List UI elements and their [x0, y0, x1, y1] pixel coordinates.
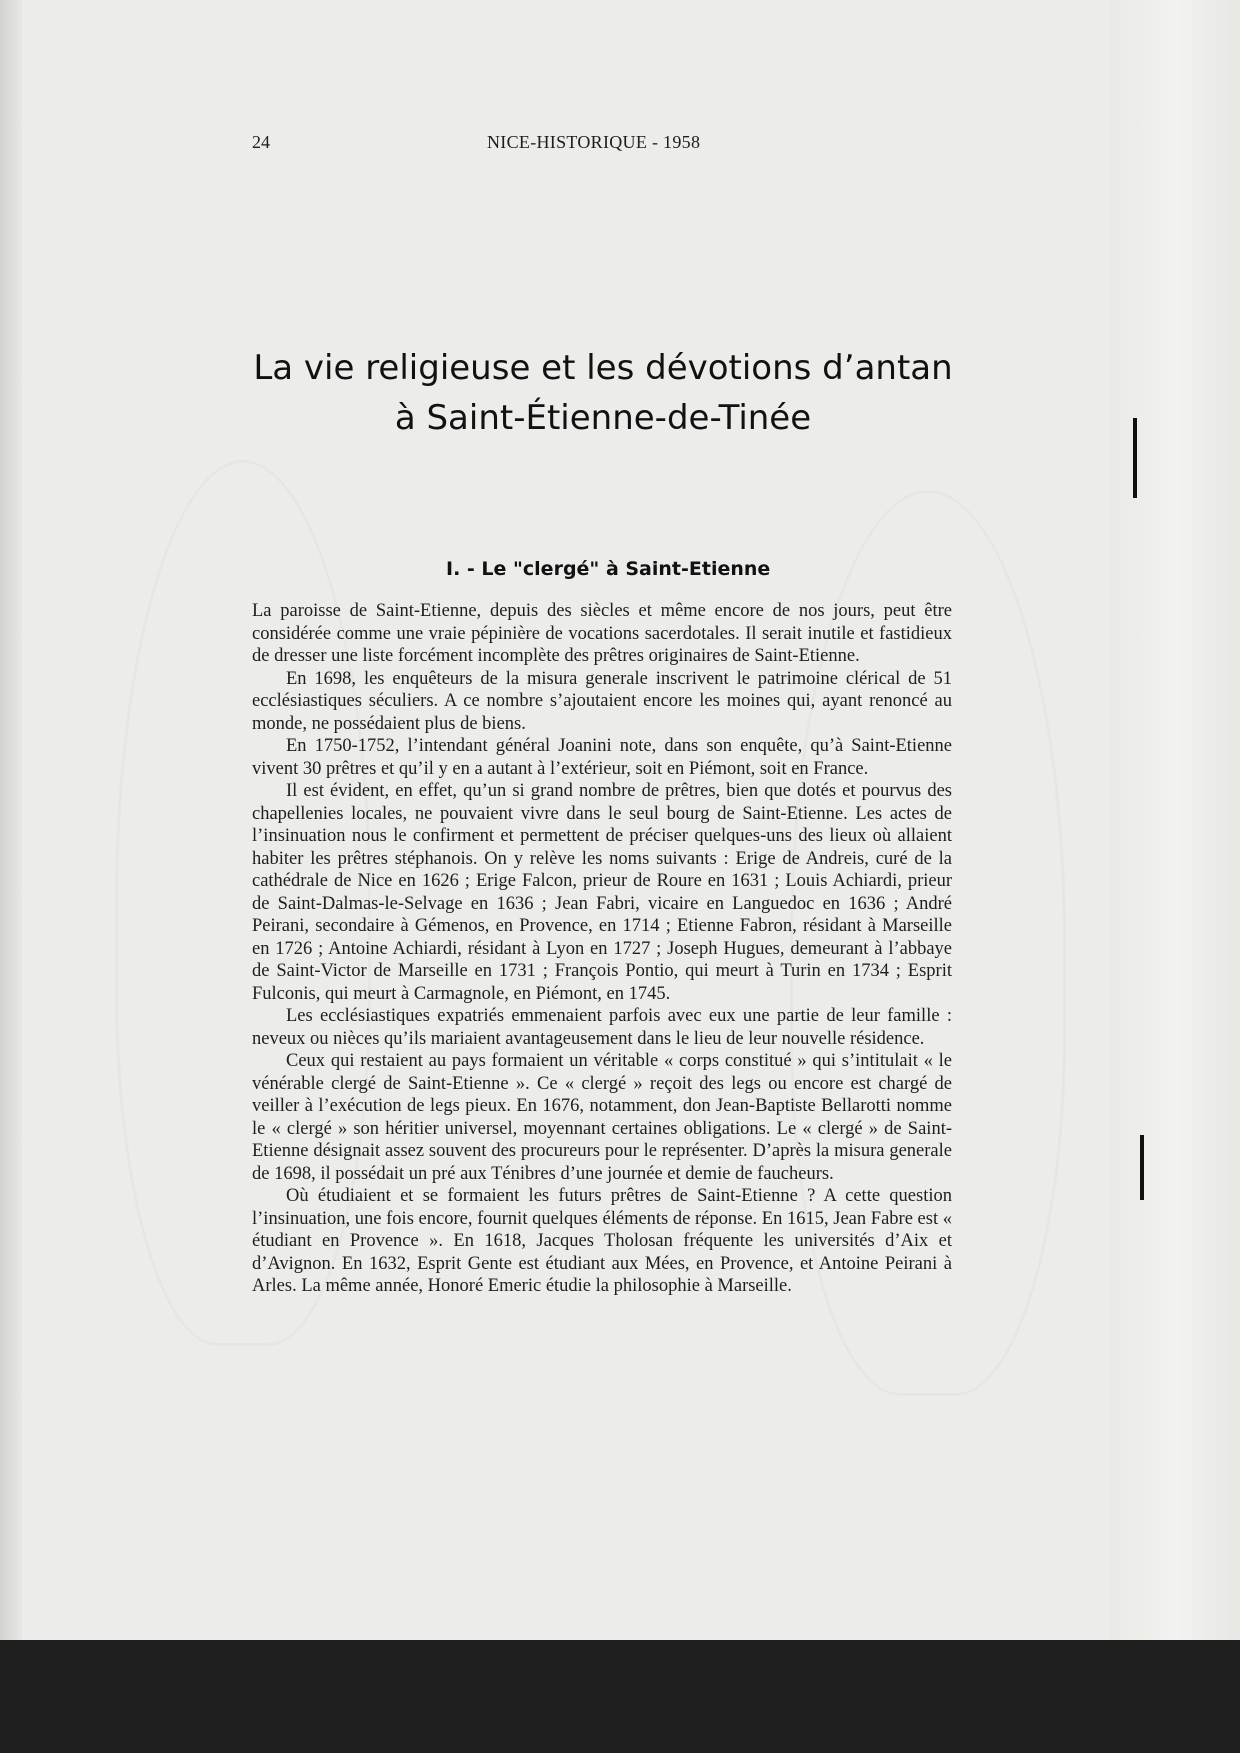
paragraph: La paroisse de Saint-Etienne, depuis des siècles et même encore de nos jours, peut être considérée comme une vraie pépinière de vocations sacerdotales. Il serait inutile et fastidieux de dresser une liste forcément incomplète des prêtres originaires de Saint-Etienne.	[252, 601, 952, 666]
article-body	[252, 600, 952, 1298]
paragraph: Où étudiaient et se formaient les futurs prêtres de Saint-Etienne ? A cette question l’insinuation, une fois encore, fournit quelques éléments de réponse. En 1615, Jean Fabre est « étudiant en Provence ». En 1618, Jacques Tholosan fréquente les universités d’Aix et d’Avignon. En 1632, Esprit Gente est étudiant aux Mées, en Provence, et Antoine Peirani à Arles. La même année, Honoré Emeric étudie la philosophie à Marseille.	[252, 1186, 952, 1296]
paragraph: En 1698, les enquêteurs de la misura generale inscrivent le patrimoine clérical de 51 ecclésiastiques séculiers. A ce nombre s’ajoutaient encore les moines qui, ayant renoncé au monde, ne possédaient plus de biens.	[252, 668, 952, 734]
section-heading: I. - Le "clergé" à Saint-Etienne	[446, 558, 771, 580]
page-mark	[1140, 1135, 1144, 1200]
paragraph: Les ecclésiastiques expatriés emmenaient parfois avec eux une partie de leur famille : neveux ou nièces qu’ils mariaient avantageusement dans le lieu de leur nouvelle résidence.	[252, 1006, 952, 1049]
article-title-line-1: La vie religieuse et les dévotions d’antan	[253, 348, 953, 388]
paragraph: Il est évident, en effet, qu’un si grand nombre de prêtres, bien que dotés et pourvus des chapellenies locales, ne pouvaient vivre dans le seul bourg de Saint-Etienne. Les actes de l’insinuation nous le confirment et permettent de préciser quelques-uns des lieux où allaient habiter les prêtres stéphanois. On y relève les noms suivants : Erige de Andreis, curé de la cathédrale de Nice en 1626 ; Erige Falcon, prieur de Roure en 1631 ; Louis Achiardi, prieur de Saint-Dalmas-le-Selvage en 1636 ; Jean Fabri, vicaire en Languedoc en 1636 ; André Peirani, secondaire à Gémenos, en Provence, en 1714 ; Etienne Fabron, résidant à Marseille en 1726 ; Antoine Achiardi, résidant à Lyon en 1727 ; Joseph Hugues, demeurant à l’abbaye de Saint-Victor de Marseille en 1731 ; François Pontio, qui meurt à Turin en 1734 ; Esprit Fulconis, qui meurt à Carmagnole, en Piémont, en 1745.	[252, 781, 952, 1004]
page-mark	[1133, 418, 1137, 498]
scan-background	[0, 1640, 1240, 1753]
running-head: NICE-HISTORIQUE - 1958	[487, 132, 701, 152]
paragraph: En 1750-1752, l’intendant général Joanini note, dans son enquête, qu’à Saint-Etienne vivent 30 prêtres et qu’il y en a autant à l’extérieur, soit en Piémont, soit en France.	[252, 736, 952, 779]
page-number: 24	[252, 132, 270, 152]
paragraph: Ceux qui restaient au pays formaient un véritable « corps constitué » qui s’intitulait « le vénérable clergé de Saint-Etienne ». Ce « clergé » reçoit des legs ou encore est chargé de veiller à l’exécution de legs pieux. En 1676, notamment, don Jean-Baptiste Bellarotti nomme le « clergé » son héritier universel, moyennant certaines obligations. Le « clergé » de Saint-Etienne désignait assez souvent des procureurs pour le représenter. D’après la misura generale de 1698, il possédait un pré aux Ténibres d’une journée et demie de faucheurs.	[252, 1051, 952, 1184]
page-left-edge	[0, 0, 22, 1640]
article-title	[253, 343, 953, 443]
page-header	[252, 132, 962, 156]
article-title-line-2: à Saint-Étienne-de-Tinée	[394, 398, 812, 438]
page-right-fold	[1110, 0, 1240, 1640]
